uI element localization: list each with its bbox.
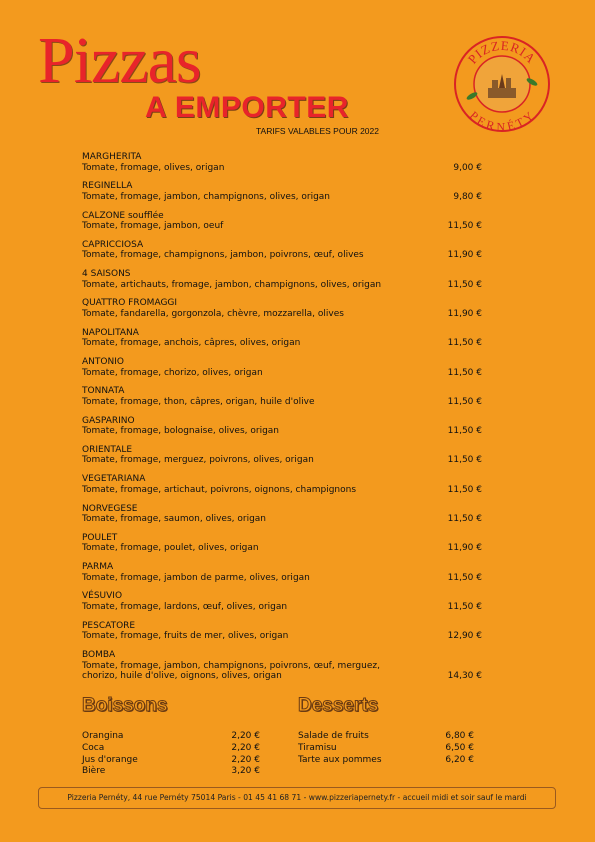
menu-item-description: Tomate, fromage, chorizo, olives, origan xyxy=(82,367,263,378)
menu-item-price: 11,50 € xyxy=(447,601,482,612)
menu-item xyxy=(82,504,482,533)
menu-item-price: 11,50 € xyxy=(447,396,482,407)
drinks-item-price: 3,20 € xyxy=(231,766,260,777)
menu-item-description: Tomate, fromage, poulet, olives, origan xyxy=(82,543,259,554)
menu-item-description: Tomate, fromage, lardons, œuf, olives, origan xyxy=(82,601,288,612)
menu-item-price: 11,50 € xyxy=(447,514,482,525)
menu-item-price: 11,50 € xyxy=(447,426,482,437)
menu-item-price: 11,50 € xyxy=(447,572,482,583)
menu-item xyxy=(82,269,482,298)
menu-item-price: 11,50 € xyxy=(447,221,482,232)
menu-item-description: Tomate, fromage, saumon, olives, origan xyxy=(82,514,267,525)
menu-item-description: Tomate, artichauts, fromage, jambon, champignons, olives, origan xyxy=(82,279,382,290)
page-subtitle: A EMPORTER xyxy=(145,91,349,124)
menu-item-name: REGINELLA xyxy=(82,181,133,192)
menu-item-price: 11,50 € xyxy=(447,279,482,290)
menu-item-price: 9,80 € xyxy=(453,191,482,202)
drinks-item xyxy=(82,731,260,743)
menu-item-description: Tomate, fromage, jambon, oeuf xyxy=(82,221,224,232)
menu-item-description: Tomate, fromage, olives, origan xyxy=(82,162,225,173)
drinks-item-price: 2,20 € xyxy=(231,742,260,753)
drinks-item xyxy=(82,766,260,778)
menu-item xyxy=(82,211,482,240)
desserts-item-price: 6,20 € xyxy=(445,754,474,765)
menu-item-name: VEGETARIANA xyxy=(82,474,146,485)
menu-item-price: 11,50 € xyxy=(447,455,482,466)
menu-item-name: 4 SAISONS xyxy=(82,269,131,280)
menu-item-name: PESCATORE xyxy=(82,620,136,631)
logo-top-text: PIZZERIA xyxy=(464,37,540,67)
drinks-heading: Boissons xyxy=(82,695,168,716)
menu-item-name: NORVEGESE xyxy=(82,503,138,514)
desserts-item-name: Salade de fruits xyxy=(298,731,369,741)
menu-item xyxy=(82,152,482,181)
menu-item-name: TONNATA xyxy=(82,386,125,397)
drinks-item xyxy=(82,755,260,767)
desserts-heading: Desserts xyxy=(298,695,379,716)
menu-item-price: 11,90 € xyxy=(447,250,482,261)
drinks-item-price: 2,20 € xyxy=(231,754,260,765)
desserts-item xyxy=(298,755,474,767)
menu-item xyxy=(82,562,482,591)
menu-item-description: Tomate, fromage, anchois, câpres, olives, origan xyxy=(82,338,301,349)
menu-item xyxy=(82,591,482,620)
menu-item-description: Tomate, fromage, merguez, poivrons, olives, origan xyxy=(82,455,314,466)
menu-item-name: VÉSUVIO xyxy=(82,591,123,602)
menu-item-price: 11,50 € xyxy=(447,367,482,378)
desserts-item-name: Tarte aux pommes xyxy=(298,754,382,765)
menu-item xyxy=(82,474,482,503)
drinks-item-name: Jus d'orange xyxy=(82,754,138,765)
menu-item-price: 11,50 € xyxy=(447,338,482,349)
menu-item-description: Tomate, fromage, champignons, jambon, poivrons, œuf, olives xyxy=(82,250,364,261)
menu-item-description: Tomate, fandarella, gorgonzola, chèvre, mozzarella, olives xyxy=(82,308,344,319)
menu-item xyxy=(82,533,482,562)
menu-item-name: ANTONIO xyxy=(82,357,124,368)
menu-item-description: Tomate, fromage, artichaut, poivrons, oignons, champignons xyxy=(82,484,357,495)
page-title-text: Pizzas xyxy=(38,24,201,97)
desserts-item-price: 6,50 € xyxy=(445,742,474,753)
drinks-item xyxy=(82,743,260,755)
logo-bottom-text: PERNÉTY xyxy=(466,108,537,134)
menu-item xyxy=(82,416,482,445)
menu-item-description: Tomate, fromage, jambon, champignons, poivrons, œuf, merguez, chorizo, huile d'olive, oignons, olives, origan xyxy=(82,660,380,682)
menu-item xyxy=(82,386,482,415)
menu-item-name: QUATTRO FROMAGGI xyxy=(82,298,178,309)
drinks-item-price: 2,20 € xyxy=(231,731,260,741)
desserts-list xyxy=(298,731,474,766)
menu-item-price: 11,50 € xyxy=(447,484,482,495)
drinks-list xyxy=(82,731,260,778)
menu-item-name: ORIENTALE xyxy=(82,444,133,455)
menu-item-price: 14,30 € xyxy=(447,671,482,682)
pizza-menu xyxy=(82,152,482,690)
desserts-item-price: 6,80 € xyxy=(445,731,474,741)
menu-item-name: PARMA xyxy=(82,562,114,573)
drinks-item-name: Bière xyxy=(82,766,106,777)
menu-item-name: CALZONE soufflée xyxy=(82,210,164,221)
page-title xyxy=(38,24,201,97)
menu-item xyxy=(82,357,482,386)
menu-item-description: Tomate, fromage, bolognaise, olives, origan xyxy=(82,426,280,437)
menu-item xyxy=(82,621,482,650)
menu-item-description: Tomate, fromage, jambon, champignons, olives, origan xyxy=(82,191,331,202)
menu-item xyxy=(82,445,482,474)
footer-contact: Pizzeria Pernéty, 44 rue Pernéty 75014 Paris - 01 45 41 68 71 - www.pizzeriapernety.fr - accueil midi et soir sauf le mardi xyxy=(38,787,556,809)
menu-item-name: MARGHERITA xyxy=(82,152,142,162)
pricing-note: TARIFS VALABLES POUR 2022 xyxy=(256,126,379,136)
drinks-item-name: Orangina xyxy=(82,731,124,741)
menu-item xyxy=(82,650,482,690)
menu-item-price: 11,90 € xyxy=(447,543,482,554)
menu-item-name: GASPARINO xyxy=(82,415,135,426)
menu-item-name: NAPOLITANA xyxy=(82,327,139,338)
drinks-item-name: Coca xyxy=(82,742,105,753)
menu-item-name: POULET xyxy=(82,532,118,543)
menu-item xyxy=(82,298,482,327)
desserts-item xyxy=(298,731,474,743)
menu-item xyxy=(82,328,482,357)
desserts-item-name: Tiramisu xyxy=(298,742,337,753)
menu-item-description: Tomate, fromage, fruits de mer, olives, origan xyxy=(82,631,289,642)
menu-item-price: 12,90 € xyxy=(447,631,482,642)
menu-item-description: Tomate, fromage, thon, câpres, origan, huile d'olive xyxy=(82,396,315,407)
menu-item-price: 11,90 € xyxy=(447,308,482,319)
pizzeria-logo-icon xyxy=(452,34,552,134)
menu-item xyxy=(82,240,482,269)
menu-item xyxy=(82,181,482,210)
desserts-item xyxy=(298,743,474,755)
menu-item-name: CAPRICCIOSA xyxy=(82,239,144,250)
menu-item-price: 9,00 € xyxy=(453,162,482,173)
menu-item-name: BOMBA xyxy=(82,650,116,661)
menu-item-description: Tomate, fromage, jambon de parme, olives, origan xyxy=(82,572,310,583)
